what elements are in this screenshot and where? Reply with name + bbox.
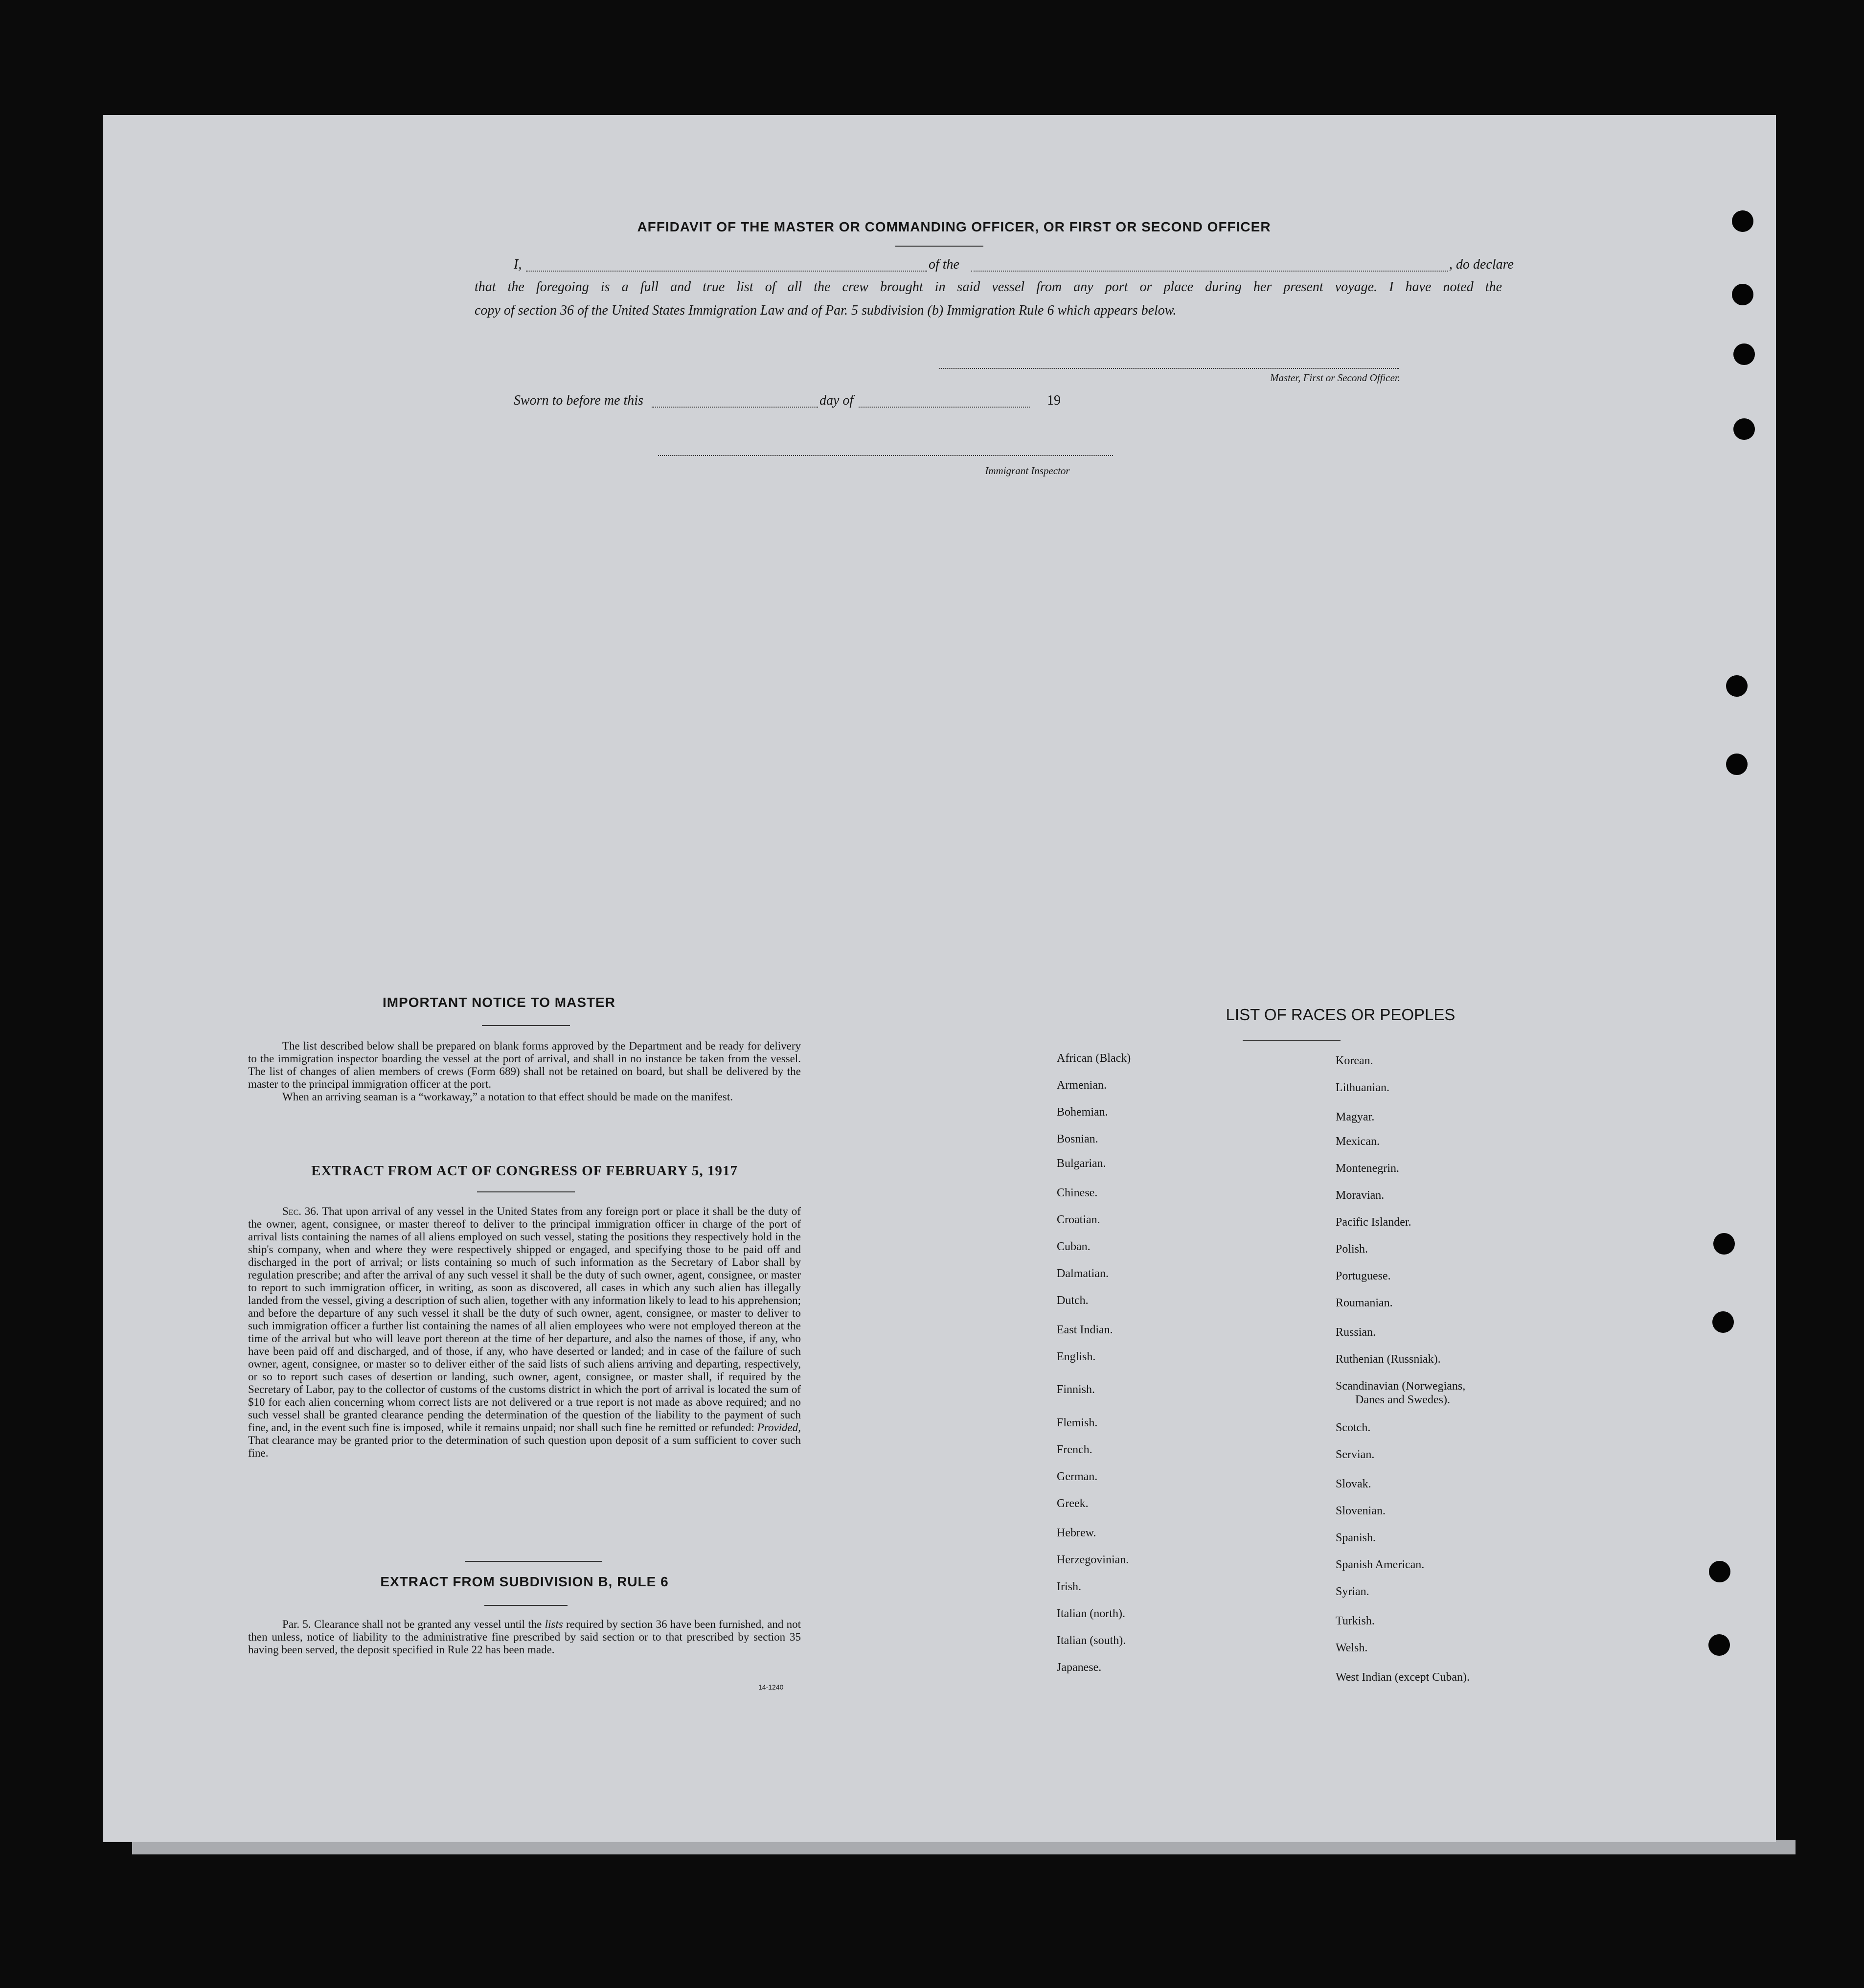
race-item: Croatian. [1057,1213,1100,1226]
rule-text-lists: lists [545,1618,563,1630]
race-item: Finnish. [1057,1383,1095,1396]
notice-paragraph-1: The list described below shall be prepared on blank forms approved by the Department and be ready for delivery to the immigration inspector boarding the vessel at the port of arrival, and shall in no instance be taken from the vessel. The list of changes of alien members of crews (Form 689) shall not be retained on board, but shall be delivered by the master to the principal immigration officer at the port. [248,1040,801,1090]
binder-hole [1733,343,1755,365]
race-item: English. [1057,1350,1096,1363]
race-item: Italian (south). [1057,1634,1126,1647]
race-item: Lithuanian. [1336,1081,1389,1094]
affidavit-title: AFFIDAVIT OF THE MASTER OR COMMANDING OFFICER, OR FIRST OR SECOND OFFICER [637,219,1271,234]
act-end-rule [465,1561,602,1562]
races-title-underline [1243,1040,1341,1041]
race-item: East Indian. [1057,1324,1113,1336]
binder-hole [1726,754,1748,775]
binder-hole [1732,284,1753,305]
race-item: Scotch. [1336,1421,1371,1434]
name-blank [526,271,927,272]
affidavit-title-underline [895,246,983,247]
sworn-line [509,389,1194,412]
act-title: EXTRACT FROM ACT OF CONGRESS OF FEBRUARY 5, 1917 [311,1163,738,1179]
notice-body [248,1040,801,1103]
affidavit-line-3: copy of section 36 of the United States Immigration Law and of Par. 5 subdivision (b) Immigration Rule 6 which appears below. [475,303,1177,318]
notice-title-underline [482,1025,570,1026]
form-page [103,115,1776,1842]
race-item: Japanese. [1057,1661,1102,1674]
act-body [248,1205,801,1460]
signature-line-inspector [658,455,1113,456]
race-item: Cuban. [1057,1240,1091,1253]
race-item: Syrian. [1336,1585,1369,1598]
race-item: Mexican. [1336,1135,1380,1148]
race-item: Armenian. [1057,1079,1107,1092]
affidavit-line-2: that the foregoing is a full and true list of all the crew brought in said vessel from any port or place during her present voyage. I have noted the [475,279,1502,295]
act-provided-label: Provided, [757,1421,801,1434]
binder-hole [1732,210,1753,232]
race-item: Magyar. [1336,1111,1375,1123]
race-item: Scandinavian (Norwegians, [1336,1380,1466,1393]
race-item: Welsh. [1336,1642,1368,1654]
rule-text-a: Par. 5. Clearance shall not be granted any vessel until the [282,1618,542,1630]
race-item: Irish. [1057,1580,1081,1593]
race-item: Bosnian. [1057,1133,1098,1145]
rule-body [248,1618,801,1656]
race-item: Servian. [1336,1448,1375,1461]
race-item: Greek. [1057,1497,1089,1510]
race-item: Polish. [1336,1243,1368,1256]
act-title-underline [477,1191,575,1192]
race-item: French. [1057,1443,1092,1456]
affidavit-i-label: I, [514,257,522,272]
binder-hole [1708,1634,1730,1656]
race-item: Dutch. [1057,1294,1089,1307]
affidavit-declare-label: , do declare [1449,257,1514,272]
form-number: 14-1240 [758,1683,784,1691]
sworn-day-of: day of [819,393,854,408]
signature-label-inspector: Immigrant Inspector [985,465,1070,477]
race-item: African (Black) [1057,1052,1131,1065]
binder-hole [1726,675,1748,697]
binder-hole [1713,1233,1735,1255]
race-item: Turkish. [1336,1615,1375,1627]
signature-line-master [939,368,1399,369]
race-item-continuation: Danes and Swedes). [1355,1394,1450,1406]
notice-title: IMPORTANT NOTICE TO MASTER [382,995,616,1010]
race-item: Spanish. [1336,1531,1376,1544]
sworn-day-blank [652,407,818,408]
binder-hole [1733,418,1755,440]
race-item: Ruthenian (Russniak). [1336,1353,1441,1366]
rule-text-b: required by section 36 have been furnished, and not then unless, notice of liability to the administrative fine prescribed by said section or to that prescribed by section 35 having been served, the deposit specified in Rule 22 has been made. [248,1618,801,1656]
race-item: Bohemian. [1057,1106,1108,1119]
race-item: Moravian. [1336,1189,1385,1202]
binder-hole [1712,1311,1734,1333]
race-item: Dalmatian. [1057,1267,1109,1280]
race-item: Chinese. [1057,1187,1098,1199]
race-item: Pacific Islander. [1336,1216,1411,1229]
binder-hole [1709,1561,1730,1582]
act-paragraph [248,1205,801,1460]
notice-paragraph-2: When an arriving seaman is a “workaway,” a notation to that effect should be made on the manifest. [282,1091,733,1103]
affidavit-line-1 [509,253,1634,276]
race-item: Russian. [1336,1326,1376,1339]
rule-title: EXTRACT FROM SUBDIVISION B, RULE 6 [380,1574,669,1589]
race-item: Herzegovinian. [1057,1554,1129,1566]
signature-label-master: Master, First or Second Officer. [1270,372,1400,384]
rule-paragraph [248,1618,801,1656]
race-item: Portuguese. [1336,1270,1391,1282]
race-item: West Indian (except Cuban). [1336,1671,1470,1684]
race-item: Slovenian. [1336,1505,1386,1517]
race-item: Bulgarian. [1057,1157,1106,1170]
sworn-year: 19 [1047,393,1061,408]
race-item: Hebrew. [1057,1527,1096,1539]
races-title: LIST OF RACES OR PEOPLES [1226,1005,1455,1024]
affidavit-of-the-label: of the [929,257,959,272]
race-item: Montenegrin. [1336,1162,1399,1175]
race-item: Spanish American. [1336,1558,1425,1571]
act-section-text: That upon arrival of any vessel in the United States from any foreign port or place it shall be the duty of the owner, agent, consignee, or master thereof to deliver to the principal immigration officer in charge of the port of arrival lists containing the names of all aliens employed on such vessel, stating the positions they respectively hold in the ship's company, when and where they were respectively shipped or engaged, and specifying those to be paid off and discharged in the port of arrival; or lists containing so much of such information as the Secretary of Labor shall by regulation prescribe; and after the arrival of any such vessel it shall be the duty of such owner, agent, consignee, or master to report to such immigration officer, in writing, as soon as discovered, all cases in which any such alien has illegally landed from the vessel, giving a description of such alien, together with any information likely to lead to his apprehension; and before the departure of any such vessel it shall be the duty of such owner, agent, consignee, or master to deliver to such immigration officer a further list containing the names of all alien employees who were not employed thereon at the time of the arrival but who will leave port thereon at the time of her departure, and also the names of those, if any, who have been paid off and discharged, and of those, if any, who have deserted or landed; and in case of the failure of such owner, agent, consignee, or master so to deliver either of the said lists of such aliens arriving and departing, respectively, or so to report such cases of desertion or landing, such owner, agent, consignee, or master shall, if required by the Secretary of Labor, pay to the collector of customs of the customs district in which the port of arrival is located the sum of $10 for each alien concerning whom correct lists are not delivered or a true report is not made as above required; and no such vessel shall be granted clearance pending the determination of the question of the liability to the payment of such fine, and, in the event such fine is imposed, while it remains unpaid; nor shall such fine be remitted or refunded: [248,1205,801,1434]
race-item: Italian (north). [1057,1607,1125,1620]
race-item: German. [1057,1470,1098,1483]
race-item: Slovak. [1336,1478,1371,1490]
act-section-tail: That clearance may be granted prior to the determination of such question upon deposit of a sum sufficient to cover such fine. [248,1434,801,1459]
sworn-month-blank [859,407,1030,408]
race-item: Flemish. [1057,1417,1098,1429]
race-item: Korean. [1336,1054,1373,1067]
vessel-blank [971,271,1448,272]
act-section-label: Sec. 36. [282,1205,319,1217]
sworn-prefix: Sworn to before me this [514,393,643,408]
rule-title-underline [484,1605,568,1606]
race-item: Roumanian. [1336,1297,1393,1309]
